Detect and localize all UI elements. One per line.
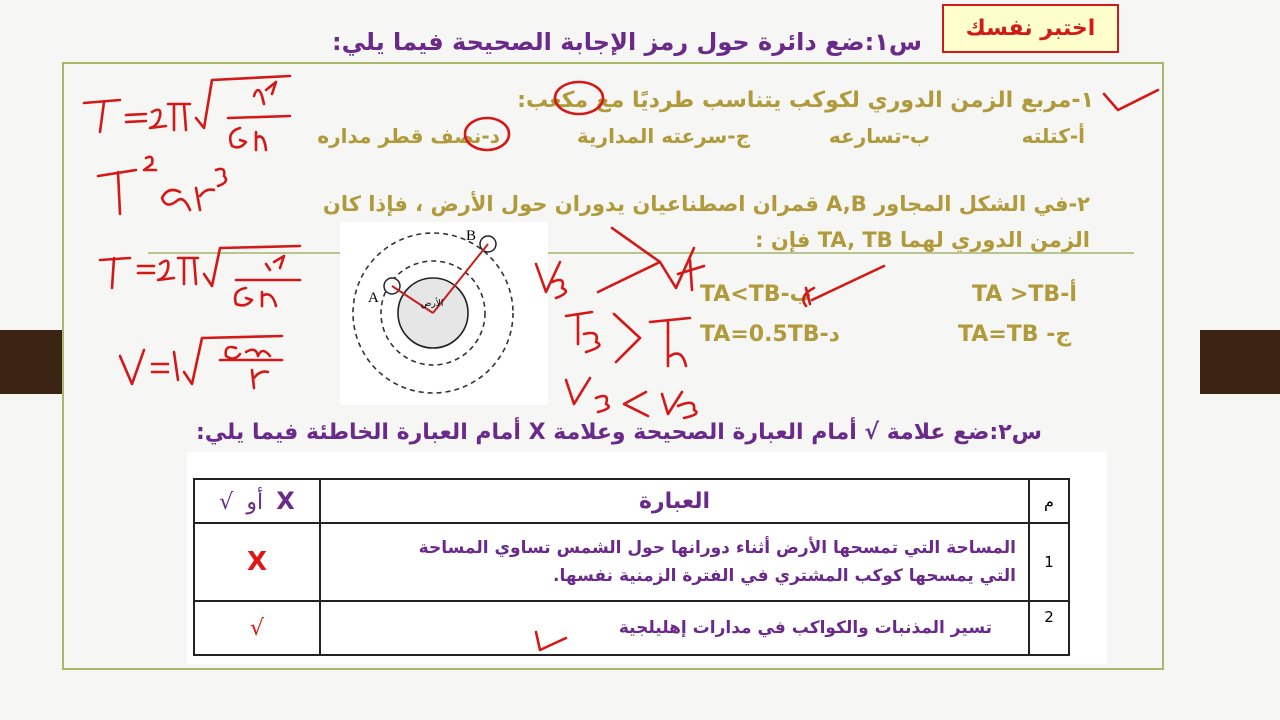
header-or: أو [246, 490, 264, 515]
row1-statement-line2: التي يمسحها كوكب المشتري في الفترة الزمنية نفسها. [553, 566, 1016, 586]
row1-num: 1 [1029, 523, 1069, 601]
handwritten-proportionality [98, 157, 226, 214]
checkmark-row2 [536, 632, 566, 650]
circle-option-d [465, 118, 509, 150]
self-test-badge: اختبر نفسك [942, 4, 1119, 53]
q1-item2-option-b[interactable]: ب-TA<TB [700, 282, 812, 307]
header-num: م [1029, 479, 1069, 523]
circle-cube [555, 82, 603, 114]
q1-item1-option-d[interactable]: د-نصف قطر مداره [317, 124, 500, 148]
row1-answer[interactable]: X [194, 523, 320, 601]
handwritten-formula-velocity [120, 336, 282, 388]
q1-title: س١:ضع دائرة حول رمز الإجابة الصحيحة فيما يلي: [332, 28, 922, 56]
q1-item1-stem: ١-مربع الزمن الدوري لكوكب يتناسب طرديًا مع مكعب: [517, 88, 1094, 113]
checkmark-item1 [1104, 90, 1158, 110]
handwritten-velocity-compare [536, 228, 704, 298]
q1-item2-stem-line1: ٢-في الشكل المجاور A,B قمران اصطناعيان يدوران حول الأرض ، فإذا كان [322, 192, 1090, 216]
q1-item1-option-c[interactable]: ج-سرعته المدارية [576, 124, 750, 148]
q1-item1-option-a[interactable]: أ-كتلته [1021, 124, 1085, 148]
handwritten-velocity-compare-2 [566, 378, 696, 418]
handwritten-formula-period-2 [100, 246, 300, 306]
q1-item2-stem-line2: الزمن الدوري لهما TA, TB فإن : [755, 228, 1090, 252]
q1-item2-option-a[interactable]: TA >TB-أ [972, 282, 1077, 307]
q2-title: س٢:ضع علامة √ أمام العبارة الصحيحة وعلامة X أمام العبارة الخاطئة فيما يلي: [195, 420, 1042, 445]
row2-answer[interactable]: √ [194, 601, 320, 655]
checkmark-item2 [806, 266, 884, 304]
row2-statement: تسير المذنبات والكواكب في مدارات إهليلجية [320, 601, 1029, 655]
q1-item2-option-c[interactable]: ج- TA=TB [958, 322, 1072, 347]
q1-item2-option-d[interactable]: د-TA=0.5TB [700, 322, 840, 347]
header-x: X [276, 487, 295, 515]
handwritten-formula-period [84, 76, 290, 150]
earth-label: الأرض [420, 299, 444, 309]
label-a: A [368, 290, 379, 306]
handwritten-period-compare [566, 312, 690, 366]
q1-item1-option-b[interactable]: ب-تسارعه [828, 124, 930, 148]
label-b: B [466, 228, 477, 244]
row1-statement-line1: المساحة التي تمسحها الأرض أثناء دورانها حول الشمس تساوي المساحة [418, 538, 1016, 558]
row2-num: 2 [1029, 601, 1069, 655]
header-check: √ [219, 490, 234, 515]
header-statement: العبارة [320, 479, 1029, 523]
